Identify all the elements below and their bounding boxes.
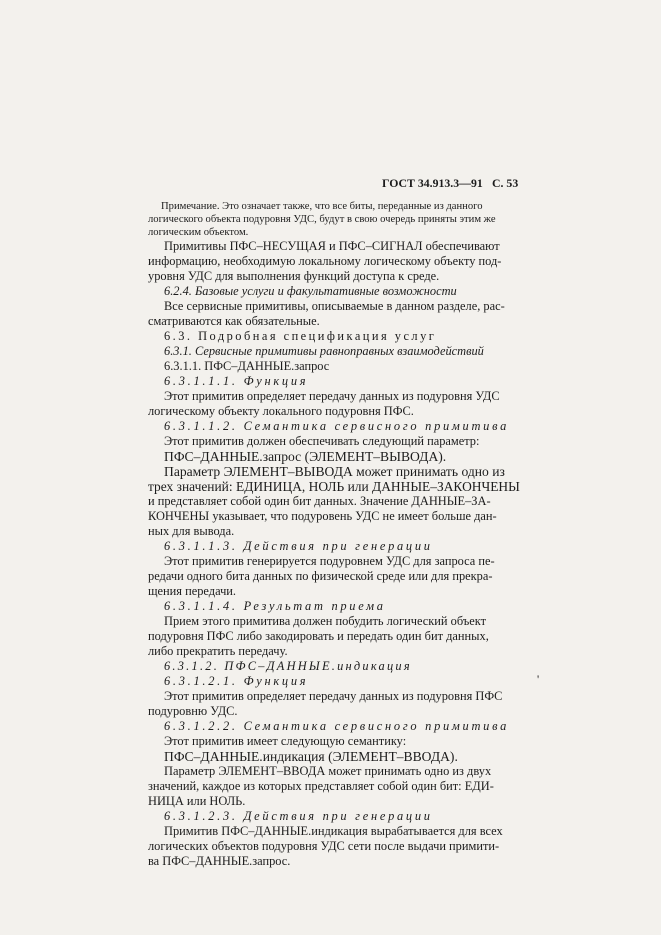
margin-mark: ' [537,672,540,686]
section-heading: 6.3.1.1.2. Семантика сервисного примитива [164,419,510,433]
section-heading: 6.3. Подробная спецификация услуг [164,329,437,343]
primitive-definition: ПФС–ДАННЫЕ.индикация (ЭЛЕМЕНТ–ВВОДА). [164,749,458,764]
paragraph-line: Все сервисные примитивы, описываемые в данном разделе, рас- [164,299,505,313]
paragraph-line: уровня УДС для выполнения функций доступа к среде. [148,269,440,283]
paragraph-line: НИЦА или НОЛЬ. [148,794,246,808]
section-heading: 6.3.1. Сервисные примитивы равноправных взаимодействий [164,344,484,358]
section-heading: 6.3.1.2.1. Функция [164,674,309,688]
section-heading: 6.3.1.1.3. Действия при генерации [164,539,433,553]
note-line-2: логического объекта подуровня УДС, будут в свою очередь приняты этим же [148,214,496,225]
section-heading: 6.3.1.1. ПФС–ДАННЫЕ.запрос [164,359,330,373]
note-line-1: Примечание. Это означает также, что все биты, переданные из данного [161,201,483,212]
standard-number: ГОСТ 34.913.3—91 [382,176,483,190]
paragraph-line: Прием этого примитива должен побудить логический объект [164,614,486,628]
paragraph-line: Этот примитив имеет следующую семантику: [164,734,407,748]
paragraph-line: значений, каждое из которых представляет собой один бит: ЕДИ- [148,779,494,793]
section-heading: 6.3.1.1.1. Функция [164,374,309,388]
paragraph-line: информацию, необходимую локальному логическому объекту под- [148,254,502,268]
paragraph-line: Параметр ЭЛЕМЕНТ–ВЫВОДА может принимать одно из [164,464,505,479]
section-heading: 6.3.1.2. ПФС–ДАННЫЕ.индикация [164,659,412,673]
paragraph-line: ва ПФС–ДАННЫЕ.запрос. [148,854,291,868]
paragraph-line: Примитив ПФС–ДАННЫЕ.индикация вырабатывается для всех [164,824,503,838]
paragraph-line: и представляет собой один бит данных. Значение ДАННЫЕ–ЗА- [148,494,491,508]
paragraph-line: редачи одного бита данных по физической среде или для прекра- [148,569,493,583]
paragraph-line: сматриваются как обязательные. [148,314,320,328]
page-number: С. 53 [492,176,519,190]
paragraph-line: КОНЧЕНЫ указывает, что подуровень УДС не имеет больше дан- [148,509,497,523]
paragraph-line: логическому объекту локального подуровня ПФС. [148,404,414,418]
paragraph-line: логических объектов подуровня УДС сети после выдачи примити- [148,839,500,853]
paragraph-line: Этот примитив генерируется подуровнем УДС для запроса пе- [164,554,495,568]
section-heading: 6.3.1.1.4. Результат приема [164,599,386,613]
paragraph-line: Этот примитив должен обеспечивать следующий параметр: [164,434,480,448]
paragraph-line: Параметр ЭЛЕМЕНТ–ВВОДА может принимать одно из двух [164,764,492,778]
paragraph-line: Примитивы ПФС–НЕСУЩАЯ и ПФС–СИГНАЛ обеспечивают [164,239,500,253]
paragraph-line: подуровню УДС. [148,704,238,718]
section-heading: 6.2.4. Базовые услуги и факультативные возможности [164,284,457,298]
note-line-3: логическим объектом. [148,227,249,238]
primitive-definition: ПФС–ДАННЫЕ.запрос (ЭЛЕМЕНТ–ВЫВОДА). [164,449,447,464]
paragraph-line: Этот примитив определяет передачу данных из подуровня УДС [164,389,500,403]
paragraph-line: либо прекратить передачу. [148,644,288,658]
paragraph-line: ных для вывода. [148,524,235,538]
section-heading: 6.3.1.2.2. Семантика сервисного примитива [164,719,510,733]
paragraph-line: подуровня ПФС либо закодировать и передать один бит данных, [148,629,489,643]
paragraph-line: Этот примитив определяет передачу данных из подуровня ПФС [164,689,503,703]
paragraph-line: щения передачи. [148,584,237,598]
paragraph-line: трех значений: ЕДИНИЦА, НОЛЬ или ДАННЫЕ–ЗАКОНЧЕНЫ [148,479,520,494]
section-heading: 6.3.1.2.3. Действия при генерации [164,809,433,823]
